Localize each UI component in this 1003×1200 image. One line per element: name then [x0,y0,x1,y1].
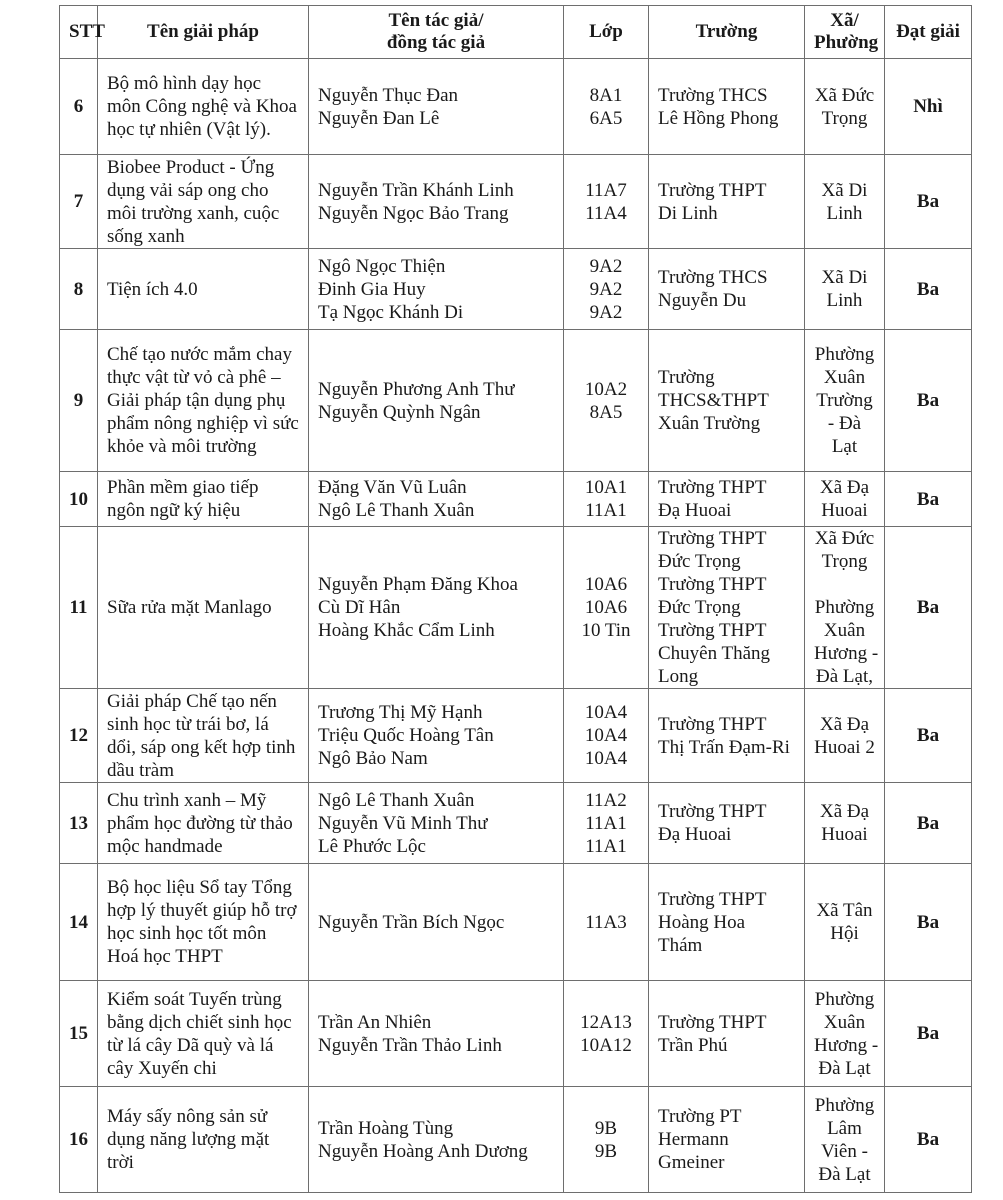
ward-line: Phường [814,1094,875,1116]
solution-name-text: Chế tạo nước mắm chay thực vật từ vỏ cà phê – Giải pháp tận dụng phụ phẩm nông nghiệp vì sức khỏe và môi trường [107,344,299,457]
school-line: Trường THCS [658,267,768,288]
school-line: Trường THPT [658,574,767,595]
class-name: 11A7 [585,179,627,201]
class-cell [564,783,649,864]
authors-cell [309,472,564,527]
ward-cell [805,472,885,527]
school-line: Trường THPT [658,801,767,822]
solution-name [98,1087,309,1193]
class-cell [564,249,649,330]
school-line: Trường [658,367,715,388]
solution-name [98,783,309,864]
row-number: 16 [60,1087,98,1193]
author-name: Nguyễn Ngọc Bảo Trang [318,202,509,224]
school-line: Hermann [658,1129,729,1150]
author-name: Đặng Văn Vũ Luân [318,477,467,498]
class-cell [564,689,649,783]
author-name: Ngô Lê Thanh Xuân [318,500,475,521]
authors-cell [309,783,564,864]
class-name: 9B [594,1117,618,1139]
row-number: 11 [60,527,98,689]
ward-line: Huoai 2 [814,736,875,758]
class-cell [564,155,649,249]
author-name: Triệu Quốc Hoàng Tân [318,725,494,746]
author-name: Nguyễn Phạm Đăng Khoa [318,574,518,595]
school-line: Thị Trấn Đạm-Ri [658,736,790,758]
school-line: Thám [658,934,703,956]
ward-line: Xã Di [821,267,868,288]
header-school: Trường [649,6,805,59]
prize-cell: Ba [885,981,972,1087]
ward-line: Xã Đạ [819,801,870,822]
table-body [60,59,972,1193]
authors-cell [309,249,564,330]
class-name: 10A6 [584,574,628,595]
author-name: Trần An Nhiên [318,1011,432,1033]
class-cell [564,59,649,155]
ward-line: Xã Đức [814,84,875,106]
ward-line: Đà Lạt [818,1057,871,1079]
ward-line: Đà Lạt, [816,666,873,687]
author-name: Cù Dĩ Hân [318,597,401,618]
table-row [60,472,972,527]
school-cell [649,981,805,1087]
ward-line [814,573,875,596]
solution-name [98,249,309,330]
prize-cell: Ba [885,783,972,864]
school-line: Đạ Huoai [658,500,732,521]
class-name: 9A2 [589,301,623,323]
solution-name [98,59,309,155]
school-line: Gmeiner [658,1152,725,1173]
ward-cell [805,249,885,330]
solution-name-text: Giải pháp Chế tạo nến sinh học từ trái bơ, lá dổi, sáp ong kết hợp tinh dầu tràm [107,690,296,781]
table-row [60,1087,972,1193]
table-row [60,330,972,472]
prize-cell: Ba [885,689,972,783]
class-name: 9A2 [589,278,623,300]
class-name: 12A13 [580,1011,632,1033]
ward-cell [805,981,885,1087]
class-cell [564,864,649,981]
author-name: Ngô Lê Thanh Xuân [318,789,475,811]
authors-cell [309,59,564,155]
class-name: 10A4 [584,748,628,769]
solution-name-text: Phần mềm giao tiếp ngôn ngữ ký hiệu [107,477,259,521]
prize-cell: Ba [885,330,972,472]
class-name: 11A1 [585,500,627,521]
school-cell [649,59,805,155]
authors-cell [309,1087,564,1193]
prize-cell: Ba [885,249,972,330]
school-line: Đức Trọng [658,597,741,618]
awards-table [59,5,972,1193]
school-line: Trường THPT [658,477,767,498]
school-line: Trường THPT [658,1011,767,1033]
ward-line: Lâm [827,1117,862,1139]
author-name: Ngô Ngọc Thiện [318,255,446,277]
table-row [60,981,972,1087]
solution-name [98,527,309,689]
authors-cell [309,527,564,689]
header-ward [805,6,885,59]
table-header-row [60,6,972,59]
class-name: 11A4 [585,202,627,224]
ward-line: Trọng [821,551,868,572]
school-line: Trường THPT [658,713,767,735]
ward-line: Huoai [821,824,868,845]
author-name: Ngô Bảo Nam [318,748,428,769]
solution-name [98,155,309,249]
class-name: 10A1 [584,477,628,498]
class-cell [564,472,649,527]
ward-cell [805,155,885,249]
author-name: Nguyễn Thục Đan [318,84,459,106]
school-line: Di Linh [658,202,718,224]
ward-line: Phường [814,344,875,365]
prize-cell: Ba [885,864,972,981]
solution-name [98,864,309,981]
school-line: Trường THPT [658,620,767,641]
ward-line: Xuân [823,1011,866,1033]
ward-line: Trường [816,390,873,411]
author-name: Nguyễn Quỳnh Ngân [318,401,481,423]
solution-name-text: Tiện ích 4.0 [107,278,198,300]
solution-name-text: Bộ học liệu Sổ tay Tổng hợp lý thuyết giúp hỗ trợ học sinh học tốt môn Hoá học THPT [107,877,297,967]
header-ward-line2: Phường [814,32,879,53]
authors-cell [309,689,564,783]
author-name: Nguyễn Phương Anh Thư [318,378,515,400]
header-stt: STT [60,6,98,59]
ward-line: - Đà [827,413,862,434]
author-name: Nguyễn Trần Bích Ngọc [318,911,505,933]
school-line: Đạ Huoai [658,824,732,845]
ward-cell [805,689,885,783]
solution-name [98,981,309,1087]
class-name: 8A1 [589,84,623,106]
class-name: 11A1 [585,812,627,834]
row-number: 13 [60,783,98,864]
school-line: Trường THPT [658,888,767,910]
ward-line: Viên - [821,1140,868,1162]
school-line: Trần Phú [658,1034,728,1056]
solution-name-text: Sữa rửa mặt Manlago [107,597,272,618]
school-line: Đức Trọng [658,551,741,572]
author-name: Nguyễn Vũ Minh Thư [318,812,488,834]
table-row [60,783,972,864]
ward-line: Trọng [821,107,868,129]
table-row [60,864,972,981]
school-line: Hoàng Hoa [658,911,746,933]
ward-line: Linh [826,290,863,311]
prize-cell: Nhì [885,59,972,155]
solution-name [98,472,309,527]
school-cell [649,783,805,864]
school-line: Long [658,666,699,687]
header-ward-line1: Xã/ [830,10,859,31]
author-name: Nguyễn Trần Thảo Linh [318,1034,502,1056]
ward-line: Xã Đạ [819,477,870,498]
row-number: 12 [60,689,98,783]
solution-name-text: Kiểm soát Tuyến trùng bằng dịch chiết sinh học từ lá cây Dã quỳ và lá cây Xuyến chi [107,988,292,1079]
author-name: Hoàng Khắc Cẩm Linh [318,620,495,641]
header-authors-line1: Tên tác giả/ [388,10,484,31]
ward-line: Huoai [821,500,868,521]
ward-cell [805,330,885,472]
prize-cell: Ba [885,155,972,249]
school-line: THCS&THPT [658,390,769,411]
header-authors [309,6,564,59]
class-name: 10A2 [584,378,628,400]
class-cell [564,330,649,472]
school-cell [649,1087,805,1193]
ward-line: Xã Tân [816,900,873,921]
ward-line: Xã Đạ [819,713,870,735]
table-row [60,59,972,155]
author-name: Nguyễn Trần Khánh Linh [318,179,514,201]
school-cell [649,689,805,783]
author-name: Trần Hoàng Tùng [318,1117,454,1139]
author-name: Nguyễn Hoàng Anh Dương [318,1140,528,1162]
ward-line: Phường [814,597,875,618]
class-name: 9B [594,1140,618,1162]
ward-line: Hương - [814,643,879,664]
ward-line: Linh [826,202,863,224]
school-cell [649,864,805,981]
authors-cell [309,981,564,1087]
row-number: 9 [60,330,98,472]
class-name: 8A5 [589,401,623,423]
school-line: Trường THPT [658,528,767,549]
school-line: Trường PT [658,1106,742,1127]
author-name: Nguyễn Đan Lê [318,107,440,129]
class-name: 10A4 [584,702,628,723]
ward-line: Phường [814,988,875,1010]
class-name: 10A6 [584,597,628,618]
solution-name-text: Chu trình xanh – Mỹ phẩm học đường từ thảo mộc handmade [107,789,293,857]
school-line: Trường THCS [658,84,768,106]
ward-line: Xuân [823,620,866,641]
school-cell [649,155,805,249]
authors-cell [309,155,564,249]
class-name: 6A5 [589,107,623,129]
ward-cell [805,59,885,155]
class-name: 11A1 [585,835,627,857]
prize-cell: Ba [885,1087,972,1193]
school-line: Lê Hồng Phong [658,107,779,129]
author-name: Đinh Gia Huy [318,278,426,300]
ward-line: Xuân [823,367,866,388]
class-name: 10 Tin [581,620,631,641]
class-cell [564,527,649,689]
school-line: Nguyễn Du [658,290,747,311]
ward-line: Xã Đức [814,528,875,549]
prize-cell: Ba [885,527,972,689]
authors-cell [309,864,564,981]
school-cell [649,249,805,330]
class-cell [564,1087,649,1193]
ward-line: Hương - [814,1034,879,1056]
class-name: 9A2 [589,255,623,277]
row-number: 14 [60,864,98,981]
table-row [60,527,972,689]
school-line: Trường THPT [658,179,767,201]
class-name: 11A3 [585,911,627,933]
row-number: 6 [60,59,98,155]
class-cell [564,981,649,1087]
school-line: Xuân Trường [658,413,761,434]
solution-name [98,330,309,472]
school-line: Chuyên Thăng [658,643,771,664]
school-cell [649,527,805,689]
table-row [60,155,972,249]
row-number: 10 [60,472,98,527]
solution-name [98,689,309,783]
author-name: Lê Phước Lộc [318,835,426,857]
table-row [60,689,972,783]
author-name: Tạ Ngọc Khánh Di [318,301,464,323]
row-number: 8 [60,249,98,330]
ward-cell [805,864,885,981]
prize-cell: Ba [885,472,972,527]
header-authors-line2: đồng tác giả [386,32,486,53]
header-prize: Đạt giải [885,6,972,59]
ward-cell [805,527,885,689]
solution-name-text: Bộ mô hình dạy học môn Công nghệ và Khoa học tự nhiên (Vật lý). [107,73,297,140]
school-cell [649,330,805,472]
row-number: 7 [60,155,98,249]
authors-cell [309,330,564,472]
ward-line: Xã Di [821,179,868,201]
header-class: Lớp [564,6,649,59]
class-name: 10A12 [580,1034,632,1056]
solution-name-text: Máy sấy nông sản sử dụng năng lượng mặt trời [107,1106,270,1173]
class-name: 10A4 [584,725,628,746]
author-name: Trương Thị Mỹ Hạnh [318,702,483,723]
ward-line: Đà Lạt [818,1163,871,1185]
table-row [60,249,972,330]
row-number: 15 [60,981,98,1087]
ward-cell [805,783,885,864]
ward-line: Hội [830,923,859,944]
header-solution-name: Tên giải pháp [98,6,309,59]
class-name: 11A2 [585,789,627,811]
ward-cell [805,1087,885,1193]
solution-name-text: Biobee Product - Ứng dụng vải sáp ong cho môi trường xanh, cuộc sống xanh [107,156,280,247]
school-cell [649,472,805,527]
ward-line: Lạt [831,436,858,457]
